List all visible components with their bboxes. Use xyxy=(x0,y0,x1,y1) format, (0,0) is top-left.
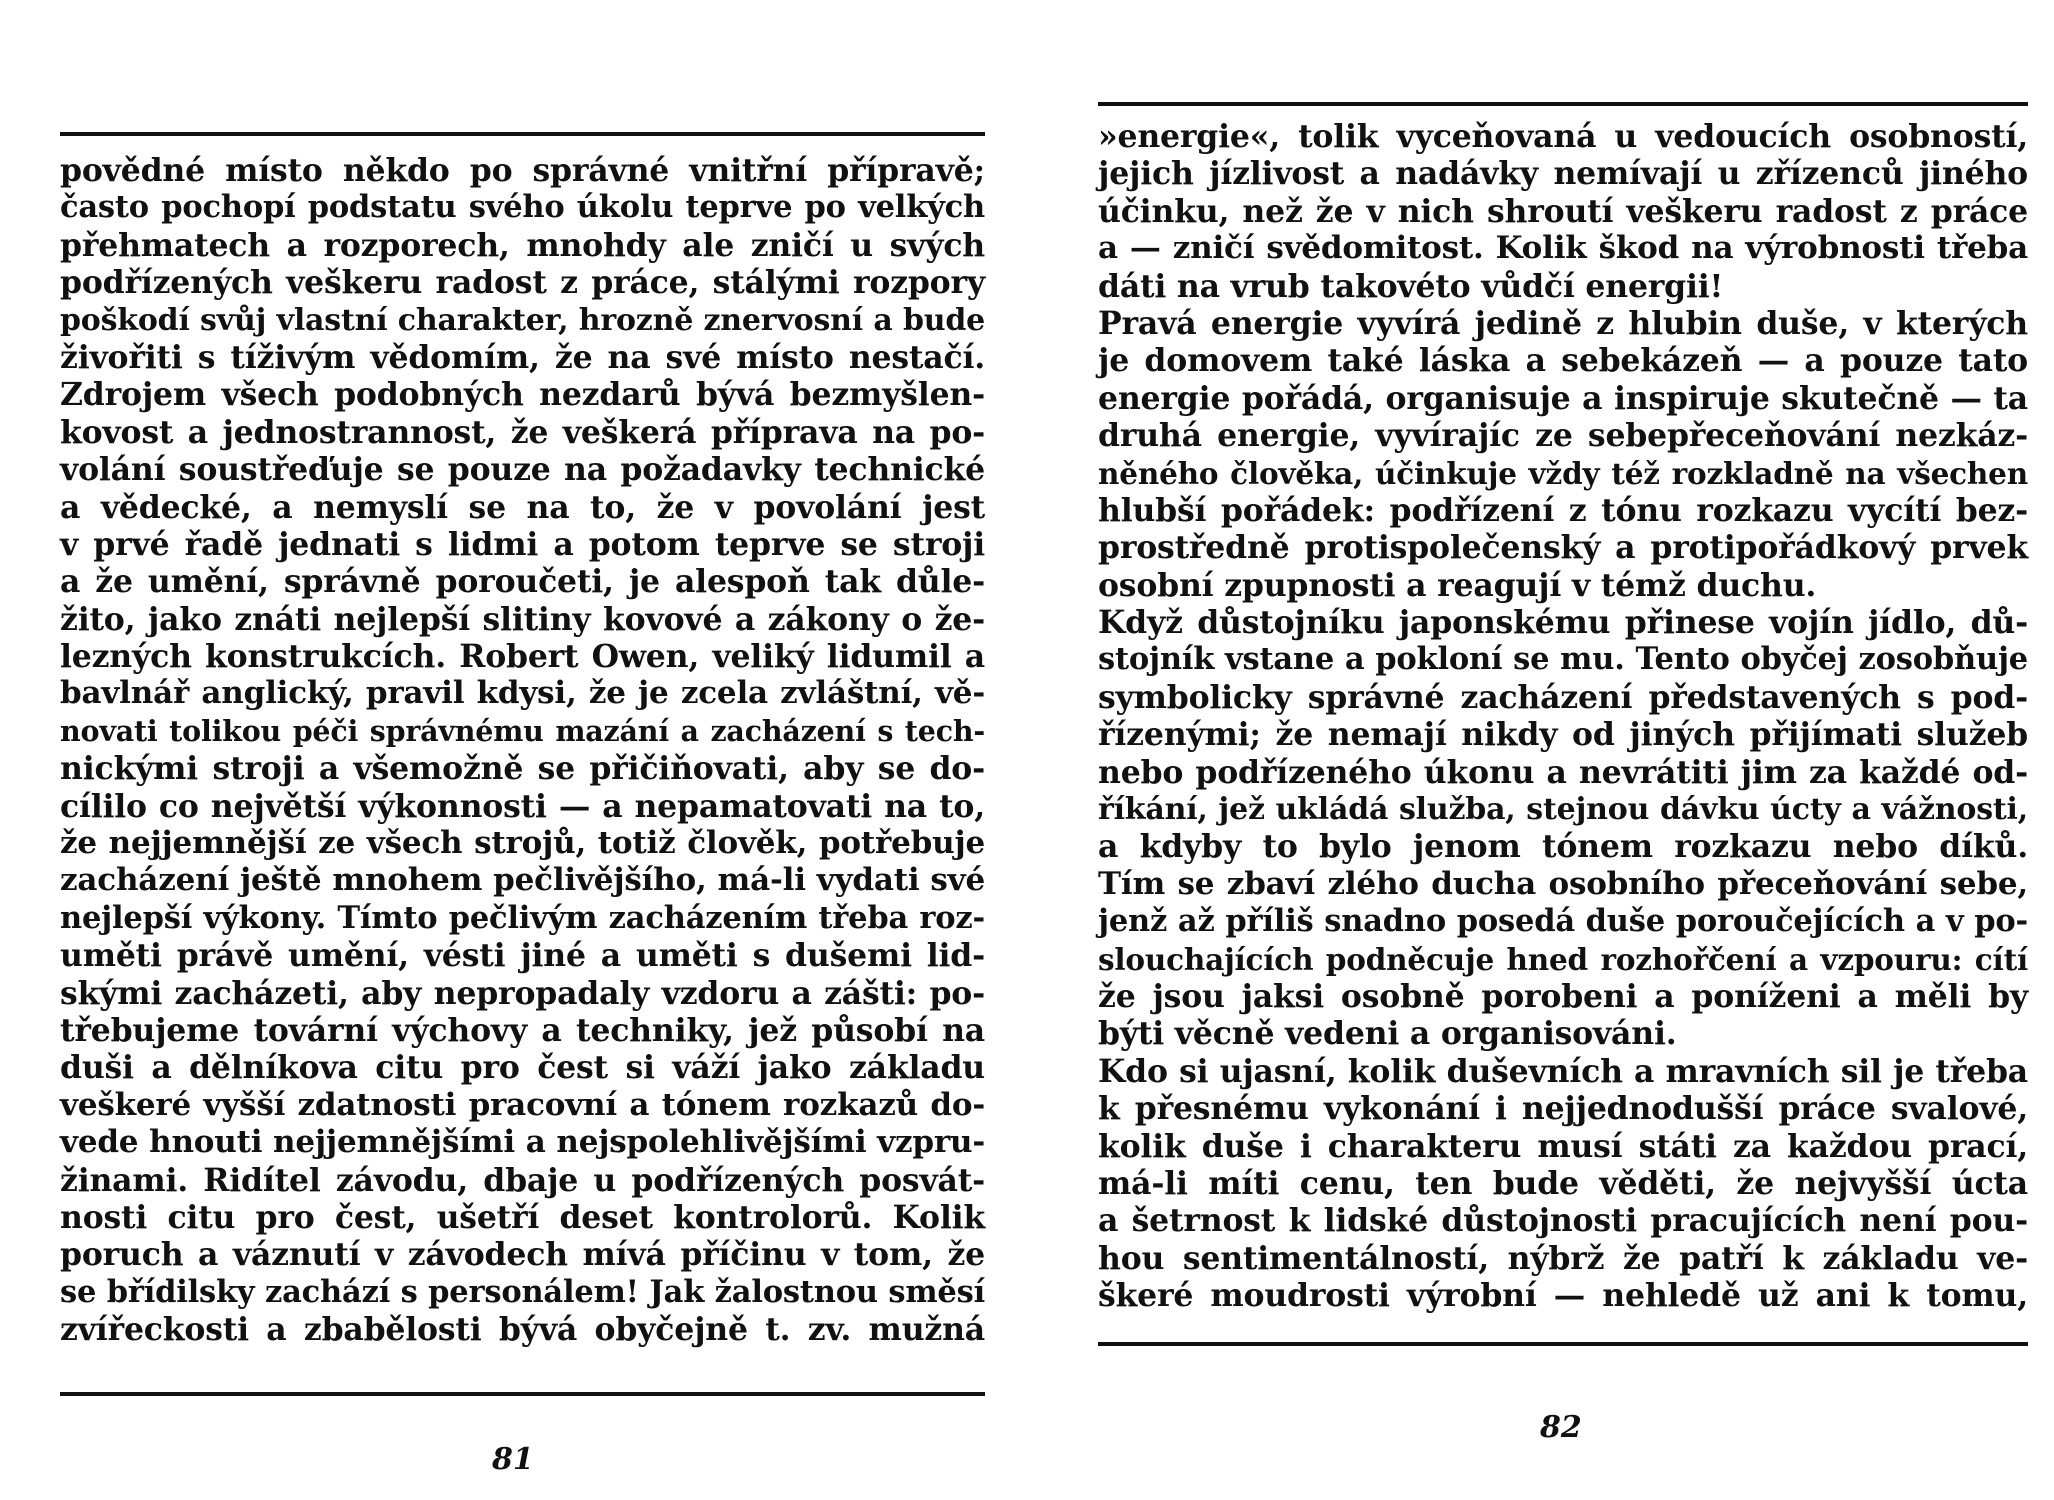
text-line: žinami. Ridítel závodu, dbaje u podřízených posvát- xyxy=(60,1161,985,1199)
text-line: zacházení ještě mnohem pečlivějšího, má-li vydati své xyxy=(60,862,985,899)
text-line: novati tolikou péči správnému mazání a zacházení s tech- xyxy=(60,713,985,748)
text-line: lezných konstrukcích. Robert Owen, veliký lidumil a xyxy=(60,638,985,676)
text-line: řízenými; že nemají nikdy od jiných přijímati služeb xyxy=(1098,716,2028,754)
text-line: nickými stroji a všemožně se přičiňovati, aby se do- xyxy=(60,750,985,788)
text-line: poškodí svůj vlastní charakter, hrozně znervosní a bude xyxy=(60,302,985,338)
page-number-right: 82 xyxy=(1540,1410,1582,1445)
text-line: a šetrnost k lidské důstojnosti pracujících není pou- xyxy=(1098,1202,2028,1240)
text-line: slouchajících podněcuje hned rozhořčení a vzpouru: cítí xyxy=(1098,941,2028,977)
top-rule-left xyxy=(60,132,985,136)
text-line: v prvé řadě jednati s lidmi a potom teprve se stroji xyxy=(60,525,985,563)
text-line: nosti citu pro čest, ušetří deset kontrolorů. Kolik xyxy=(60,1198,985,1236)
text-line: cílilo co největší výkonnosti — a nepamatovati na to, xyxy=(60,787,985,825)
text-line: nebo podřízeného úkonu a nevrátiti jim za každé od- xyxy=(1098,753,2028,791)
text-line: energie pořádá, organisuje a inspiruje skutečně — ta xyxy=(1098,379,2028,417)
top-rule-right xyxy=(1098,102,2028,106)
text-line: něného člověka, účinkuje vždy též rozkladně na všechen xyxy=(1098,455,2028,491)
left-page-text xyxy=(60,152,985,1349)
text-line: stojník vstane a pokloní se mu. Tento obyčej zosobňuje xyxy=(1098,641,2028,678)
text-line: druhá energie, vyvírajíc ze sebepřeceňování nezkáz- xyxy=(1098,417,2028,455)
text-line: Tím se zbaví zlého ducha osobního přeceňování sebe, xyxy=(1098,865,2028,902)
page-number-left: 81 xyxy=(492,1442,534,1477)
text-line: Kdo si ujasní, kolik duševních a mravních sil je třeba xyxy=(1098,1052,2028,1090)
text-line: třebujeme tovární výchovy a techniky, jež působí na xyxy=(60,1011,985,1049)
text-line: jenž až příliš snadno posedá duše poroučejících a v po- xyxy=(1098,903,2028,940)
text-line: veškeré vyšší zdatnosti pracovní a tónem rozkazů do- xyxy=(60,1086,985,1123)
text-line: říkání, jež ukládá služba, stejnou dávku úcty a vážnosti, xyxy=(1098,792,2028,828)
text-line: býti věcně vedeni a organisováni. xyxy=(1098,1015,1677,1053)
text-line: má-li míti cenu, ten bude věděti, že nejvyšší úcta xyxy=(1098,1164,2028,1202)
bottom-rule-left xyxy=(60,1392,985,1396)
text-line: že nejjemnější ze všech strojů, totiž člověk, potřebuje xyxy=(60,825,985,862)
text-line: kolik duše i charakteru musí státi za každou prací, xyxy=(1098,1127,2028,1165)
text-line: žito, jako znáti nejlepší slitiny kovové a zákony o že- xyxy=(60,600,985,638)
text-line: a že umění, správně poroučeti, je alespoň tak důle- xyxy=(60,563,985,601)
text-line: nejlepší výkony. Tímto pečlivým zacházením třeba roz- xyxy=(60,899,985,936)
text-line: poruch a váznutí v závodech mívá příčinu v tom, že xyxy=(60,1236,985,1274)
text-line: povědné místo někdo po správné vnitřní přípravě; xyxy=(60,152,985,189)
text-line: uměti právě umění, vésti jiné a uměti s dušemi lid- xyxy=(60,937,985,975)
text-line: Zdrojem všech podobných nezdarů bývá bezmyšlen- xyxy=(60,376,985,414)
bottom-rule-right xyxy=(1098,1342,2028,1346)
text-line: je domovem také láska a sebekázeň — a pouze tato xyxy=(1098,342,2028,380)
text-line: prostředně protispolečenský a protipořádkový prvek xyxy=(1098,529,2028,567)
text-line: »energie«, tolik vyceňovaná u vedoucích osobností, xyxy=(1098,118,2028,155)
text-line: a kdyby to bylo jenom tónem rozkazu nebo díků. xyxy=(1098,828,2028,866)
text-line: a vědecké, a nemyslí se na to, že v povolání jest xyxy=(60,488,985,526)
text-line: dáti na vrub takovéto vůdčí energii! xyxy=(1098,267,1724,305)
text-line: zvířeckosti a zbabělosti bývá obyčejně t. zv. mužná xyxy=(60,1311,985,1349)
text-line: osobní zpupnosti a reagují v témž duchu. xyxy=(1098,566,1817,604)
text-line: skými zacházeti, aby nepropadaly vzdoru a zášti: po- xyxy=(60,974,985,1012)
text-line: kovost a jednostrannost, že veškerá příprava na po- xyxy=(60,413,985,451)
text-line: duši a dělníkova citu pro čest si váží jako základu xyxy=(60,1049,985,1087)
text-line: živořiti s tíživým vědomím, že na své místo nestačí. xyxy=(60,338,985,376)
text-line: škeré moudrosti výrobní — nehledě už ani k tomu, xyxy=(1098,1277,2028,1315)
text-line: vede hnouti nejjemnějšími a nejspolehlivějšími vzpru- xyxy=(60,1124,985,1161)
text-line: často pochopí podstatu svého úkolu teprve po velkých xyxy=(60,189,985,226)
text-line: hlubší pořádek: podřízení z tónu rozkazu vycítí bez- xyxy=(1098,491,2028,529)
right-page-text xyxy=(1098,118,2028,1315)
text-line: volání soustřeďuje se pouze na požadavky technické xyxy=(60,451,985,489)
text-line: k přesnému vykonání i nejjednodušší práce svalové, xyxy=(1098,1090,2028,1128)
text-line: Pravá energie vyvírá jedině z hlubin duše, v kterých xyxy=(1098,304,2028,342)
text-line: účinku, než že v nich shroutí veškeru radost z práce xyxy=(1098,192,2028,230)
text-line: a — zničí svědomitost. Kolik škod na výrobnosti třeba xyxy=(1098,230,2028,267)
text-line: přehmatech a rozporech, mnohdy ale zničí u svých xyxy=(60,226,985,264)
text-line: podřízených veškeru radost z práce, stálými rozpory xyxy=(60,264,985,302)
text-line: jejich jízlivost a nadávky nemívají u zřízenců jiného xyxy=(1098,155,2028,193)
text-line: hou sentimentálností, nýbrž že patří k základu ve- xyxy=(1098,1239,2028,1277)
text-line: se břídilsky zachází s personálem! Jak žalostnou směsí xyxy=(60,1273,985,1310)
text-line: symbolicky správné zacházení představených s pod- xyxy=(1098,678,2028,716)
text-line: Když důstojníku japonskému přinese vojín jídlo, dů- xyxy=(1098,604,2028,642)
text-line: že jsou jaksi osobně porobeni a poníženi a měli by xyxy=(1098,977,2028,1015)
text-line: bavlnář anglický, pravil kdysi, že je zcela zvláštní, vě- xyxy=(60,675,985,712)
